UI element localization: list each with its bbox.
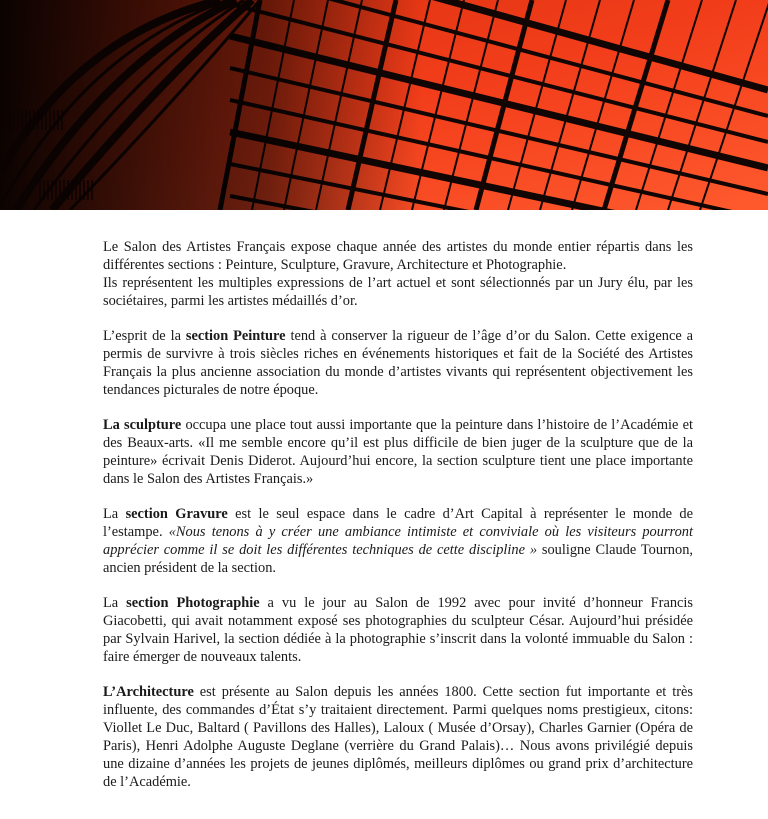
- section-heading: section Peinture: [185, 328, 286, 344]
- text-run: tend à conserver la rigueur de l’âge d’or du Salon. Cette exigence a permis de survivre à trois siècles riches en événements historiques et fait de la Société des Artistes Français la plus ancienne association du monde d’artistes vivants qui représentent objectivement les tendances picturales de notre époque.: [103, 328, 693, 398]
- section-heading: L’Architecture: [103, 684, 194, 700]
- text-run: Le Salon des Artistes Français expose chaque année des artistes du monde entier répartis dans les différentes sections : Peinture, Sculpture, Gravure, Architecture et Photographie.: [103, 239, 693, 273]
- text-run: est présente au Salon depuis les années 1800. Cette section fut importante et très influente, des commandes d’État s’y traitaient directement. Parmi quelques noms prestigieux, citons: Viollet Le Duc, Baltard ( Pavillons des Halles), Laloux ( Musée d’Orsay), Charles Garnier (Opéra de Paris), Henri Adolphe Auguste Deglane (verrière du Grand Palais)… Nous avons privilégié depuis une dizaine d’années les projets de jeunes diplômés, meilleurs diplômes ou grand prix d’architecture de l’Académie.: [103, 684, 693, 790]
- text-run: souligne Claude Tournon, ancien président de la section.: [103, 542, 693, 576]
- section-heading: section Gravure: [125, 506, 228, 522]
- text-run: est le seul espace dans le cadre d’Art Capital à représenter le monde de l’estampe.: [103, 506, 693, 540]
- quote-text: «Nous tenons à y créer une ambiance intimiste et conviviale où les visiteurs pourront apprécier comme il se doit les différentes techniques de cette discipline »: [103, 524, 693, 558]
- paragraph-5: [103, 594, 693, 666]
- text-run: a vu le jour au Salon de 1992 avec pour invité d’honneur Francis Giacobetti, qui avait notamment exposé ses photographies du sculpteur César. Aujourd’hui présidée par Sylvain Harivel, la section dédiée à la photographie s’inscrit dans la volonté immuable du Salon : faire émerger de nouveaux talents.: [103, 595, 694, 665]
- paragraph-4: [103, 505, 693, 577]
- text-run: occupa une place tout aussi importante que la peinture dans l’histoire de l’Académie et des Beaux-arts. «Il me semble encore qu’il est plus difficile de bien juger de la sculpture que de la peinture» écrivait Denis Diderot. Aujourd’hui encore, la section sculpture tient une place importante dans le Salon des Artistes Français.»: [103, 417, 693, 487]
- article-body: [103, 238, 693, 808]
- paragraph-1: [103, 238, 693, 310]
- text-run: La: [103, 506, 126, 522]
- text-run: La: [103, 595, 127, 611]
- section-heading: La sculpture: [103, 417, 182, 433]
- paragraph-6: [103, 683, 693, 791]
- red-glass-roof-photo: [0, 0, 768, 210]
- paragraph-2: [103, 327, 693, 399]
- text-run: L’esprit de la: [103, 328, 186, 344]
- section-heading: section Photographie: [126, 595, 260, 611]
- text-run: Ils représentent les multiples expressions de l’art actuel et sont sélectionnés par un Jury élu, par les sociétaires, parmi les artistes médaillés d’or.: [103, 275, 693, 309]
- paragraph-3: [103, 416, 693, 488]
